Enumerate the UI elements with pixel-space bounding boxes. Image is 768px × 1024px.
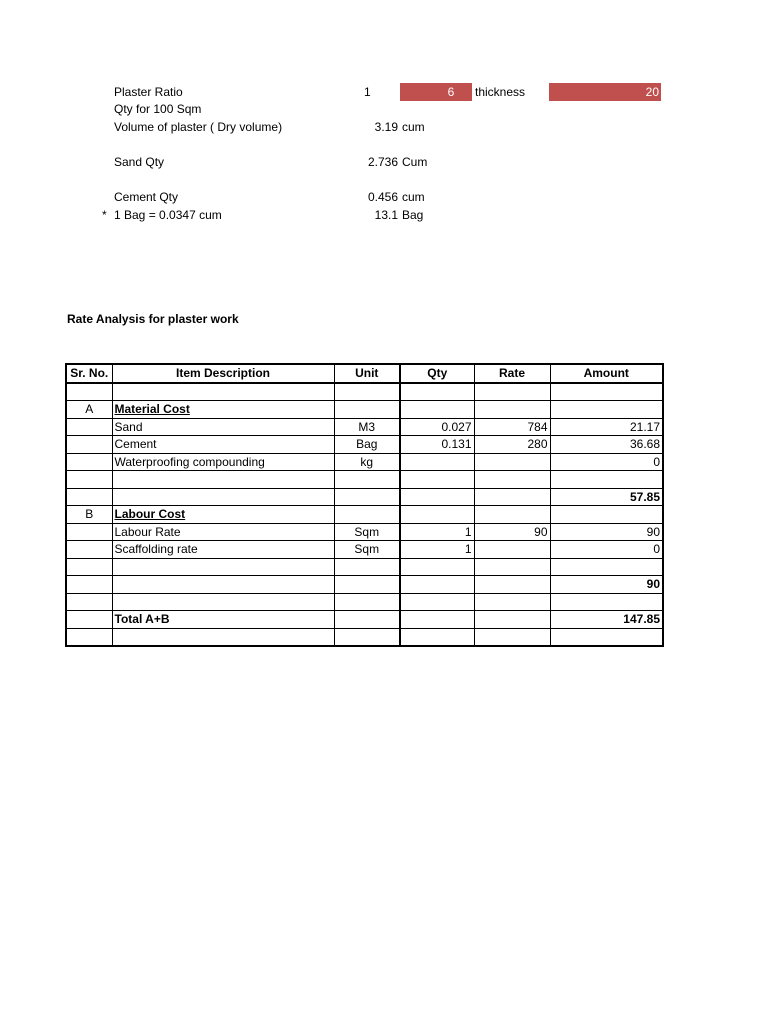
qty-cell bbox=[400, 471, 474, 489]
table-row bbox=[66, 471, 663, 489]
ratio-b-cell bbox=[400, 83, 472, 101]
table-row bbox=[66, 401, 663, 419]
description-cell bbox=[112, 488, 334, 506]
qty-for-100-sqm-label: Qty for 100 Sqm bbox=[114, 102, 202, 116]
header-unit: Unit bbox=[334, 364, 400, 383]
sr-no-cell bbox=[66, 436, 112, 454]
table-row bbox=[66, 576, 663, 594]
sr-no-cell: A bbox=[66, 401, 112, 419]
unit-cell bbox=[334, 558, 400, 576]
bag-note-label: 1 Bag = 0.0347 cum bbox=[114, 208, 222, 222]
table-row bbox=[66, 436, 663, 454]
unit-cell bbox=[334, 576, 400, 594]
header-qty: Qty bbox=[400, 364, 474, 383]
amount-cell: 0 bbox=[550, 453, 663, 471]
description-cell: Labour Cost bbox=[112, 506, 334, 524]
volume-unit: cum bbox=[402, 120, 425, 134]
sr-no-cell bbox=[66, 418, 112, 436]
sr-no-cell bbox=[66, 593, 112, 611]
table-row bbox=[66, 488, 663, 506]
cement-qty-unit: cum bbox=[402, 190, 425, 204]
description-cell bbox=[112, 576, 334, 594]
rate-cell bbox=[474, 558, 550, 576]
qty-cell bbox=[400, 628, 474, 646]
qty-cell bbox=[400, 506, 474, 524]
sand-qty-value: 2.736 bbox=[367, 155, 398, 169]
unit-cell bbox=[334, 383, 400, 401]
table-row bbox=[66, 541, 663, 559]
sr-no-cell bbox=[66, 558, 112, 576]
bag-value: 13.1 bbox=[374, 208, 398, 222]
table-row bbox=[66, 453, 663, 471]
sr-no-cell bbox=[66, 453, 112, 471]
qty-cell bbox=[400, 593, 474, 611]
rate-analysis-title: Rate Analysis for plaster work bbox=[67, 312, 239, 326]
amount-cell bbox=[550, 593, 663, 611]
amount-cell bbox=[550, 383, 663, 401]
unit-cell: Bag bbox=[334, 436, 400, 454]
thickness-label: thickness bbox=[475, 85, 526, 99]
unit-cell: kg bbox=[334, 453, 400, 471]
sr-no-cell bbox=[66, 576, 112, 594]
header-sr-no: Sr. No. bbox=[66, 364, 112, 383]
unit-cell: Sqm bbox=[334, 523, 400, 541]
description-cell bbox=[112, 628, 334, 646]
unit-cell bbox=[334, 611, 400, 629]
qty-cell: 1 bbox=[400, 541, 474, 559]
rate-cell bbox=[474, 593, 550, 611]
header-rate: Rate bbox=[474, 364, 550, 383]
rate-cell bbox=[474, 506, 550, 524]
unit-cell bbox=[334, 488, 400, 506]
table-row bbox=[66, 418, 663, 436]
sr-no-cell bbox=[66, 611, 112, 629]
sr-no-cell bbox=[66, 628, 112, 646]
table-row bbox=[66, 523, 663, 541]
amount-cell: 90 bbox=[550, 523, 663, 541]
qty-cell bbox=[400, 453, 474, 471]
qty-cell bbox=[400, 488, 474, 506]
sr-no-cell bbox=[66, 541, 112, 559]
table-row bbox=[66, 506, 663, 524]
volume-value: 3.19 bbox=[374, 120, 398, 134]
volume-label: Volume of plaster ( Dry volume) bbox=[114, 120, 283, 134]
description-cell bbox=[112, 471, 334, 489]
table-row bbox=[66, 628, 663, 646]
qty-cell: 0.131 bbox=[400, 436, 474, 454]
table-row bbox=[66, 383, 663, 401]
qty-cell bbox=[400, 558, 474, 576]
qty-cell: 1 bbox=[400, 523, 474, 541]
unit-cell bbox=[334, 471, 400, 489]
description-cell: Labour Rate bbox=[112, 523, 334, 541]
unit-cell bbox=[334, 401, 400, 419]
rate-cell bbox=[474, 541, 550, 559]
rate-cell: 90 bbox=[474, 523, 550, 541]
qty-cell bbox=[400, 611, 474, 629]
description-cell: Material Cost bbox=[112, 401, 334, 419]
rate-cell bbox=[474, 576, 550, 594]
ratio-b-value: 6 bbox=[447, 85, 455, 99]
header-item-description: Item Description bbox=[112, 364, 334, 383]
description-cell: Total A+B bbox=[112, 611, 334, 629]
cement-qty-value: 0.456 bbox=[367, 190, 398, 204]
rate-cell bbox=[474, 383, 550, 401]
amount-cell: 21.17 bbox=[550, 418, 663, 436]
unit-cell: Sqm bbox=[334, 541, 400, 559]
rate-cell: 280 bbox=[474, 436, 550, 454]
description-cell: Cement bbox=[112, 436, 334, 454]
rate-cell bbox=[474, 488, 550, 506]
description-cell: Waterproofing compounding bbox=[112, 453, 334, 471]
unit-cell bbox=[334, 506, 400, 524]
unit-cell: M3 bbox=[334, 418, 400, 436]
ratio-a-value: 1 bbox=[364, 85, 371, 99]
rate-cell bbox=[474, 401, 550, 419]
rate-cell bbox=[474, 628, 550, 646]
qty-cell bbox=[400, 383, 474, 401]
qty-cell: 0.027 bbox=[400, 418, 474, 436]
description-cell bbox=[112, 593, 334, 611]
bag-unit: Bag bbox=[402, 208, 424, 222]
amount-cell bbox=[550, 401, 663, 419]
rate-cell bbox=[474, 611, 550, 629]
table-row bbox=[66, 611, 663, 629]
sr-no-cell: B bbox=[66, 506, 112, 524]
rate-cell bbox=[474, 471, 550, 489]
cement-qty-label: Cement Qty bbox=[114, 190, 179, 204]
sr-no-cell bbox=[66, 523, 112, 541]
rate-cell: 784 bbox=[474, 418, 550, 436]
table-row bbox=[66, 593, 663, 611]
table-row bbox=[66, 558, 663, 576]
amount-cell bbox=[550, 628, 663, 646]
amount-cell bbox=[550, 506, 663, 524]
sr-no-cell bbox=[66, 471, 112, 489]
amount-cell: 36.68 bbox=[550, 436, 663, 454]
description-cell bbox=[112, 558, 334, 576]
plaster-ratio-label: Plaster Ratio bbox=[114, 85, 183, 99]
sr-no-cell bbox=[66, 383, 112, 401]
qty-cell bbox=[400, 401, 474, 419]
sand-qty-label: Sand Qty bbox=[114, 155, 165, 169]
bag-note-star: * bbox=[102, 208, 107, 222]
description-cell: Scaffolding rate bbox=[112, 541, 334, 559]
amount-cell: 0 bbox=[550, 541, 663, 559]
unit-cell bbox=[334, 628, 400, 646]
amount-cell: 147.85 bbox=[550, 611, 663, 629]
qty-cell bbox=[400, 576, 474, 594]
amount-cell: 90 bbox=[550, 576, 663, 594]
thickness-cell bbox=[549, 83, 661, 101]
amount-cell bbox=[550, 471, 663, 489]
header-amount: Amount bbox=[550, 364, 663, 383]
description-cell bbox=[112, 383, 334, 401]
amount-cell: 57.85 bbox=[550, 488, 663, 506]
description-cell: Sand bbox=[112, 418, 334, 436]
amount-cell bbox=[550, 558, 663, 576]
table-header-row bbox=[66, 364, 663, 383]
sr-no-cell bbox=[66, 488, 112, 506]
rate-analysis-table bbox=[65, 363, 664, 647]
sand-qty-unit: Cum bbox=[402, 155, 428, 169]
thickness-value: 20 bbox=[645, 85, 659, 99]
rate-cell bbox=[474, 453, 550, 471]
unit-cell bbox=[334, 593, 400, 611]
